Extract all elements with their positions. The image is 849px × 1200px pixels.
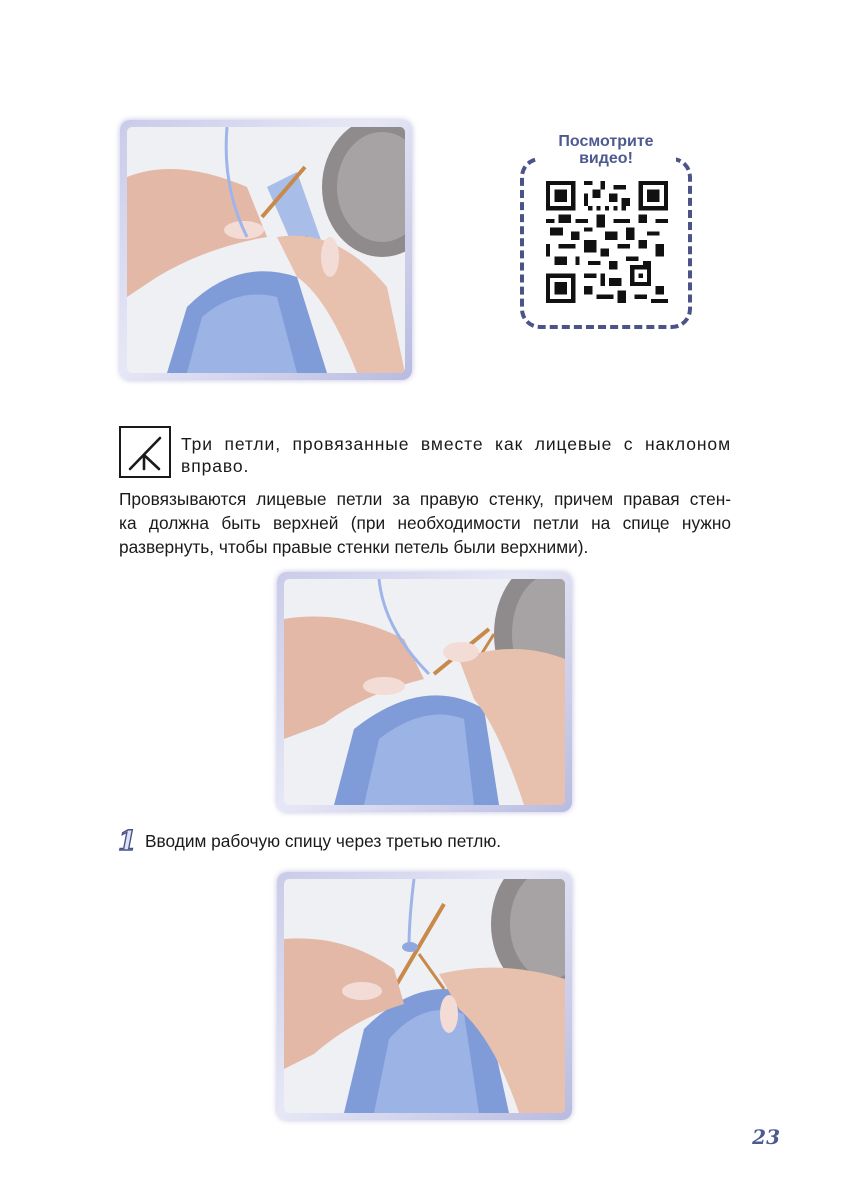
page-number: 23 (752, 1125, 780, 1149)
qr-caption (536, 133, 676, 167)
stitch-heading: Три петли, провязанные вместе как лицевые с наклоном вправо. (181, 434, 731, 476)
knitting-photo-top (120, 120, 412, 380)
knitting-photo-image (127, 127, 405, 373)
qr-video-block (520, 133, 692, 329)
knitting-photo-image (284, 879, 565, 1113)
instructions-line-1: Провязываются лицевые петли за правую стенку, причем правая стен- (119, 489, 731, 509)
stitch-symbol (119, 426, 171, 478)
qr-caption-line-2: видео! (579, 150, 633, 167)
step-text: Вводим рабочую спицу через третью петлю. (145, 831, 502, 851)
instructions-line-3: развернуть, чтобы правые стенки петель были верхними). (119, 537, 589, 557)
qr-code-icon[interactable] (546, 181, 668, 303)
step-number: 1 (118, 826, 137, 857)
three-together-knit-right-lean-icon (121, 428, 169, 476)
instructions-line-2: ка должна быть верхней (при необходимости петли на спице нужно (119, 513, 731, 533)
knitting-photo-bottom (277, 872, 572, 1120)
knitting-photo-image (284, 579, 565, 805)
instructions-paragraph (119, 487, 731, 559)
qr-caption-line-1: Посмотрите (558, 133, 654, 150)
knitting-photo-middle (277, 572, 572, 812)
